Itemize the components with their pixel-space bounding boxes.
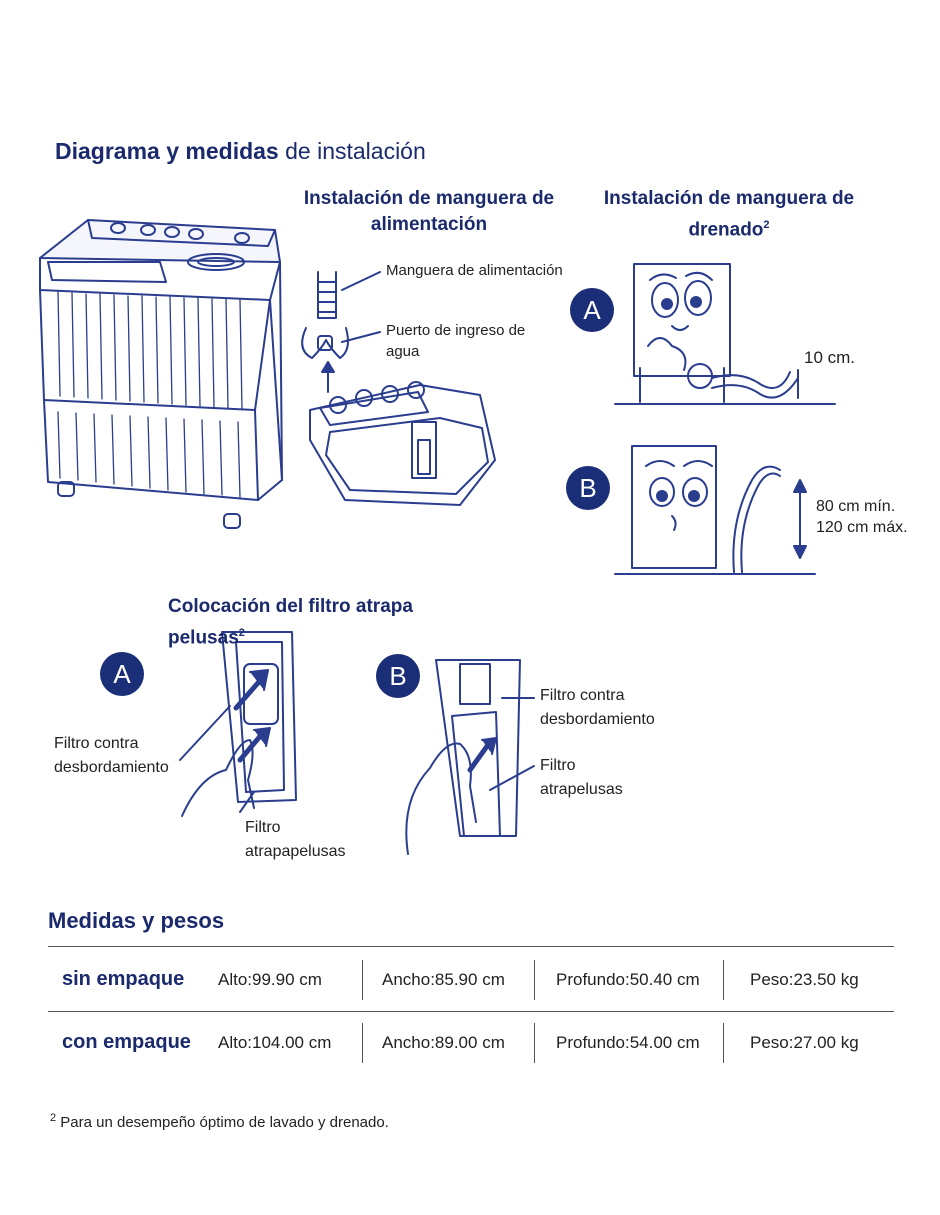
- lint-a-overflow-label: Filtro contra desbordamiento: [54, 735, 169, 776]
- lint-b-overflow-label: Filtro contra desbordamiento: [540, 687, 655, 728]
- cell-alto: Alto:104.00 cm: [218, 1033, 332, 1052]
- lint-filter-a-illustration: [180, 632, 296, 816]
- drain-b-height-label: 80 cm mín. 120 cm máx.: [816, 498, 908, 536]
- lint-filter-heading: Colocación del filtro atrapa pelusas$^2$: [168, 596, 413, 649]
- lint-badge-b: B: [376, 654, 420, 698]
- lint-a-lint-label: Filtro atrapapelusas: [245, 819, 346, 860]
- drain-badge-b: B: [566, 466, 610, 510]
- label-water-inlet-port: Puerto de ingreso de agua: [386, 322, 526, 360]
- lint-filter-b-illustration: [406, 660, 534, 854]
- row-label: con empaque: [62, 1031, 191, 1053]
- column-divider: [723, 1023, 724, 1063]
- drain-a-height-label: 10 cm.: [804, 348, 856, 367]
- washing-machine-illustration: [40, 220, 282, 528]
- lint-badge-a: A: [100, 652, 144, 696]
- column-divider: [534, 960, 535, 1000]
- row-label: sin empaque: [62, 968, 185, 990]
- column-divider: [723, 960, 724, 1000]
- column-divider: [534, 1023, 535, 1063]
- feed-hose-heading: Instalación de manguera de alimentación: [303, 188, 555, 235]
- measures-title: Medidas y pesos: [48, 908, 225, 933]
- drain-badge-a: A: [570, 288, 614, 332]
- cell-peso: Peso:23.50 kg: [750, 970, 859, 989]
- lint-b-lint-label: Filtro atrapelusas: [540, 757, 623, 798]
- table-mid-rule: [48, 1011, 894, 1012]
- cell-ancho: Ancho:89.00 cm: [382, 1033, 505, 1052]
- label-feed-hose: Manguera de alimentación: [386, 262, 563, 279]
- table-row-con-empaque: [48, 1013, 894, 1075]
- footnote: $^2$ Para un desempeño óptimo de lavado y drenado.: [50, 1112, 389, 1131]
- cell-peso: Peso:27.00 kg: [750, 1033, 859, 1052]
- cell-profundo: Profundo:54.00 cm: [556, 1033, 700, 1052]
- cell-ancho: Ancho:85.90 cm: [382, 970, 505, 989]
- drain-a-illustration: [615, 264, 835, 404]
- drain-hose-heading: Instalación de manguera de drenado$^2$: [603, 188, 855, 241]
- washer-top-illustration: [310, 382, 495, 505]
- table-row-sin-empaque: [48, 950, 894, 1012]
- cell-alto: Alto:99.90 cm: [218, 970, 322, 989]
- cell-profundo: Profundo:50.40 cm: [556, 970, 700, 989]
- column-divider: [362, 960, 363, 1000]
- column-divider: [362, 1023, 363, 1063]
- page-title: Diagrama y medidas de instalación: [55, 138, 426, 164]
- drain-b-illustration: [615, 446, 815, 574]
- feed-hose-illustration: [302, 272, 380, 392]
- table-top-rule: [48, 946, 894, 947]
